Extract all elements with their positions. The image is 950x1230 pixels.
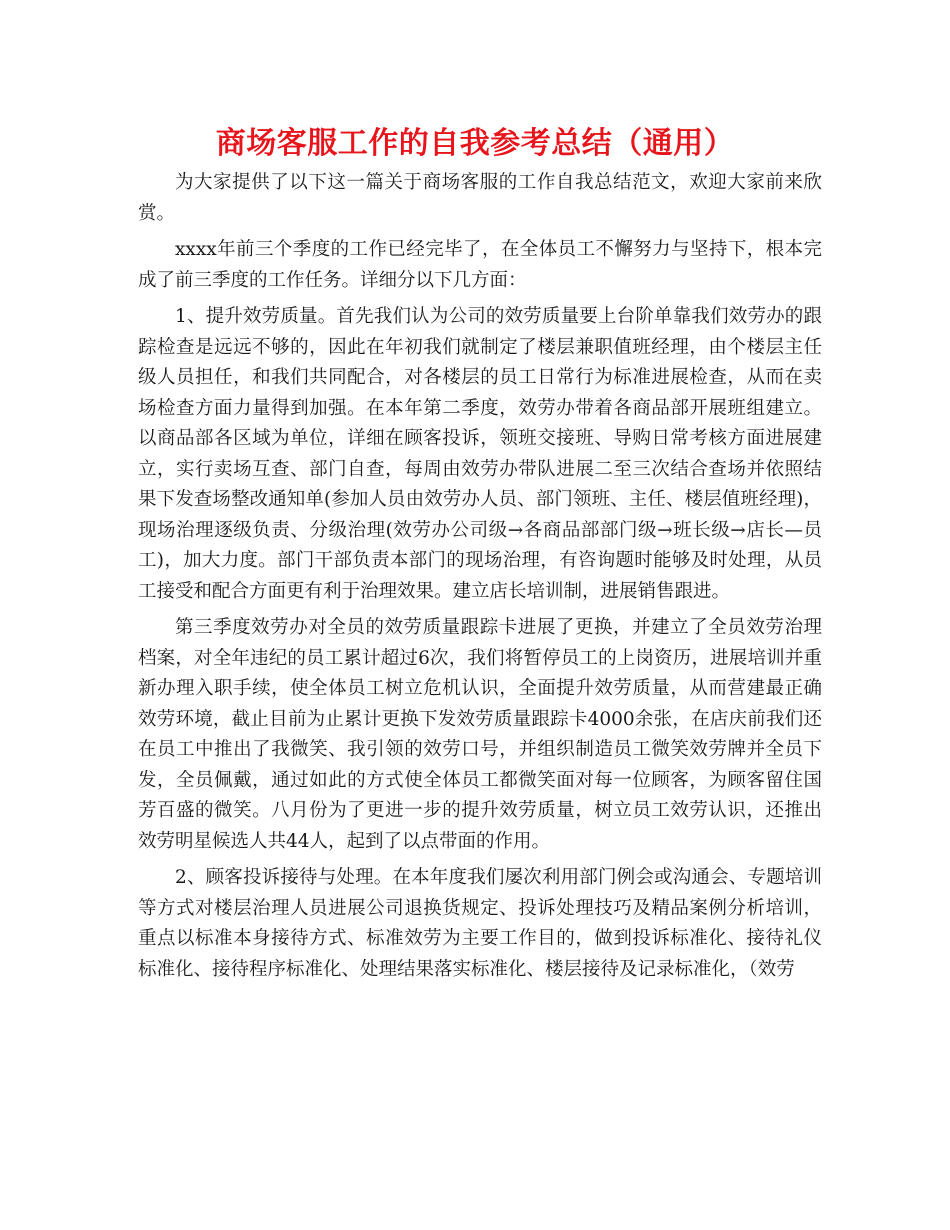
document-title: 商场客服工作的自我参考总结（通用） (215, 126, 735, 161)
paragraph-service-quality: 1、提升效劳质量。首先我们认为公司的效劳质量要上台阶单靠我们效劳办的跟踪检查是远远不够的，因此在年初我们就制定了楼层兼职值班经理，由个楼层主任级人员担任，和我们共同配合，对各楼层的员工日常行为标准进展检查，从而在卖场检查方面力量得到加强。在本年第二季度，效劳办带着各商品部开展班组建立。以商品部各区域为单位，详细在顾客投诉，领班交接班、导购日常考核方面进展建立，实行卖场互查、部门自查，每周由效劳办带队进展二至三次结合查场并依照结果下发查场整改通知单(参加人员由效劳办人员、部门领班、主任、楼层值班经理)，现场治理逐级负责、分级治理(效劳办公司级→各商品部部门级→班长级→店长—员工)，加大力度。部门干部负责本部门的现场治理，有咨询题时能够及时处理，从员工接受和配合方面更有利于治理效果。建立店长培训制，进展销售跟进。 (138, 306, 822, 602)
paragraph-overview: xxxx年前三个季度的工作已经完毕了，在全体员工不懈努力与坚持下，根本完成了前三季度的工作任务。详细分以下几方面： (138, 239, 822, 291)
paragraph-third-quarter: 第三季度效劳办对全员的效劳质量跟踪卡进展了更换，并建立了全员效劳治理档案，对全年违纪的员工累计超过6次，我们将暂停员工的上岗资历，进展培训并重新办理入职手续，使全体员工树立危机认识，全面提升效劳质量，从而营建最正确效劳环境，截止目前为止累计更换下发效劳质量跟踪卡4000余张，在店庆前我们还在员工中推出了我微笑、我引领的效劳口号，并组织制造员工微笑效劳牌并全员下发，全员佩戴，通过如此的方式使全体员工都微笑面对每一位顾客，为顾客留住国芳百盛的微笑。八月份为了更进一步的提升效劳质量，树立员工效劳认识，还推出效劳明星候选人共44人，起到了以点带面的作用。 (138, 617, 822, 852)
paragraph-complaints: 2、顾客投诉接待与处理。在本年度我们屡次利用部门例会或沟通会、专题培训等方式对楼层治理人员进展公司退换货规定、投诉处理技巧及精品案例分析培训，重点以标准本身接待方式、标准效劳为主要工作目的，做到投诉标准化、接待礼仪标准化、接待程序标准化、处理结果落实标准化、楼层接待及记录标准化，（效劳 (138, 867, 822, 980)
paragraph-intro: 为大家提供了以下这一篇关于商场客服的工作自我总结范文，欢迎大家前来欣赏。 (138, 172, 822, 224)
document-body (138, 168, 822, 991)
